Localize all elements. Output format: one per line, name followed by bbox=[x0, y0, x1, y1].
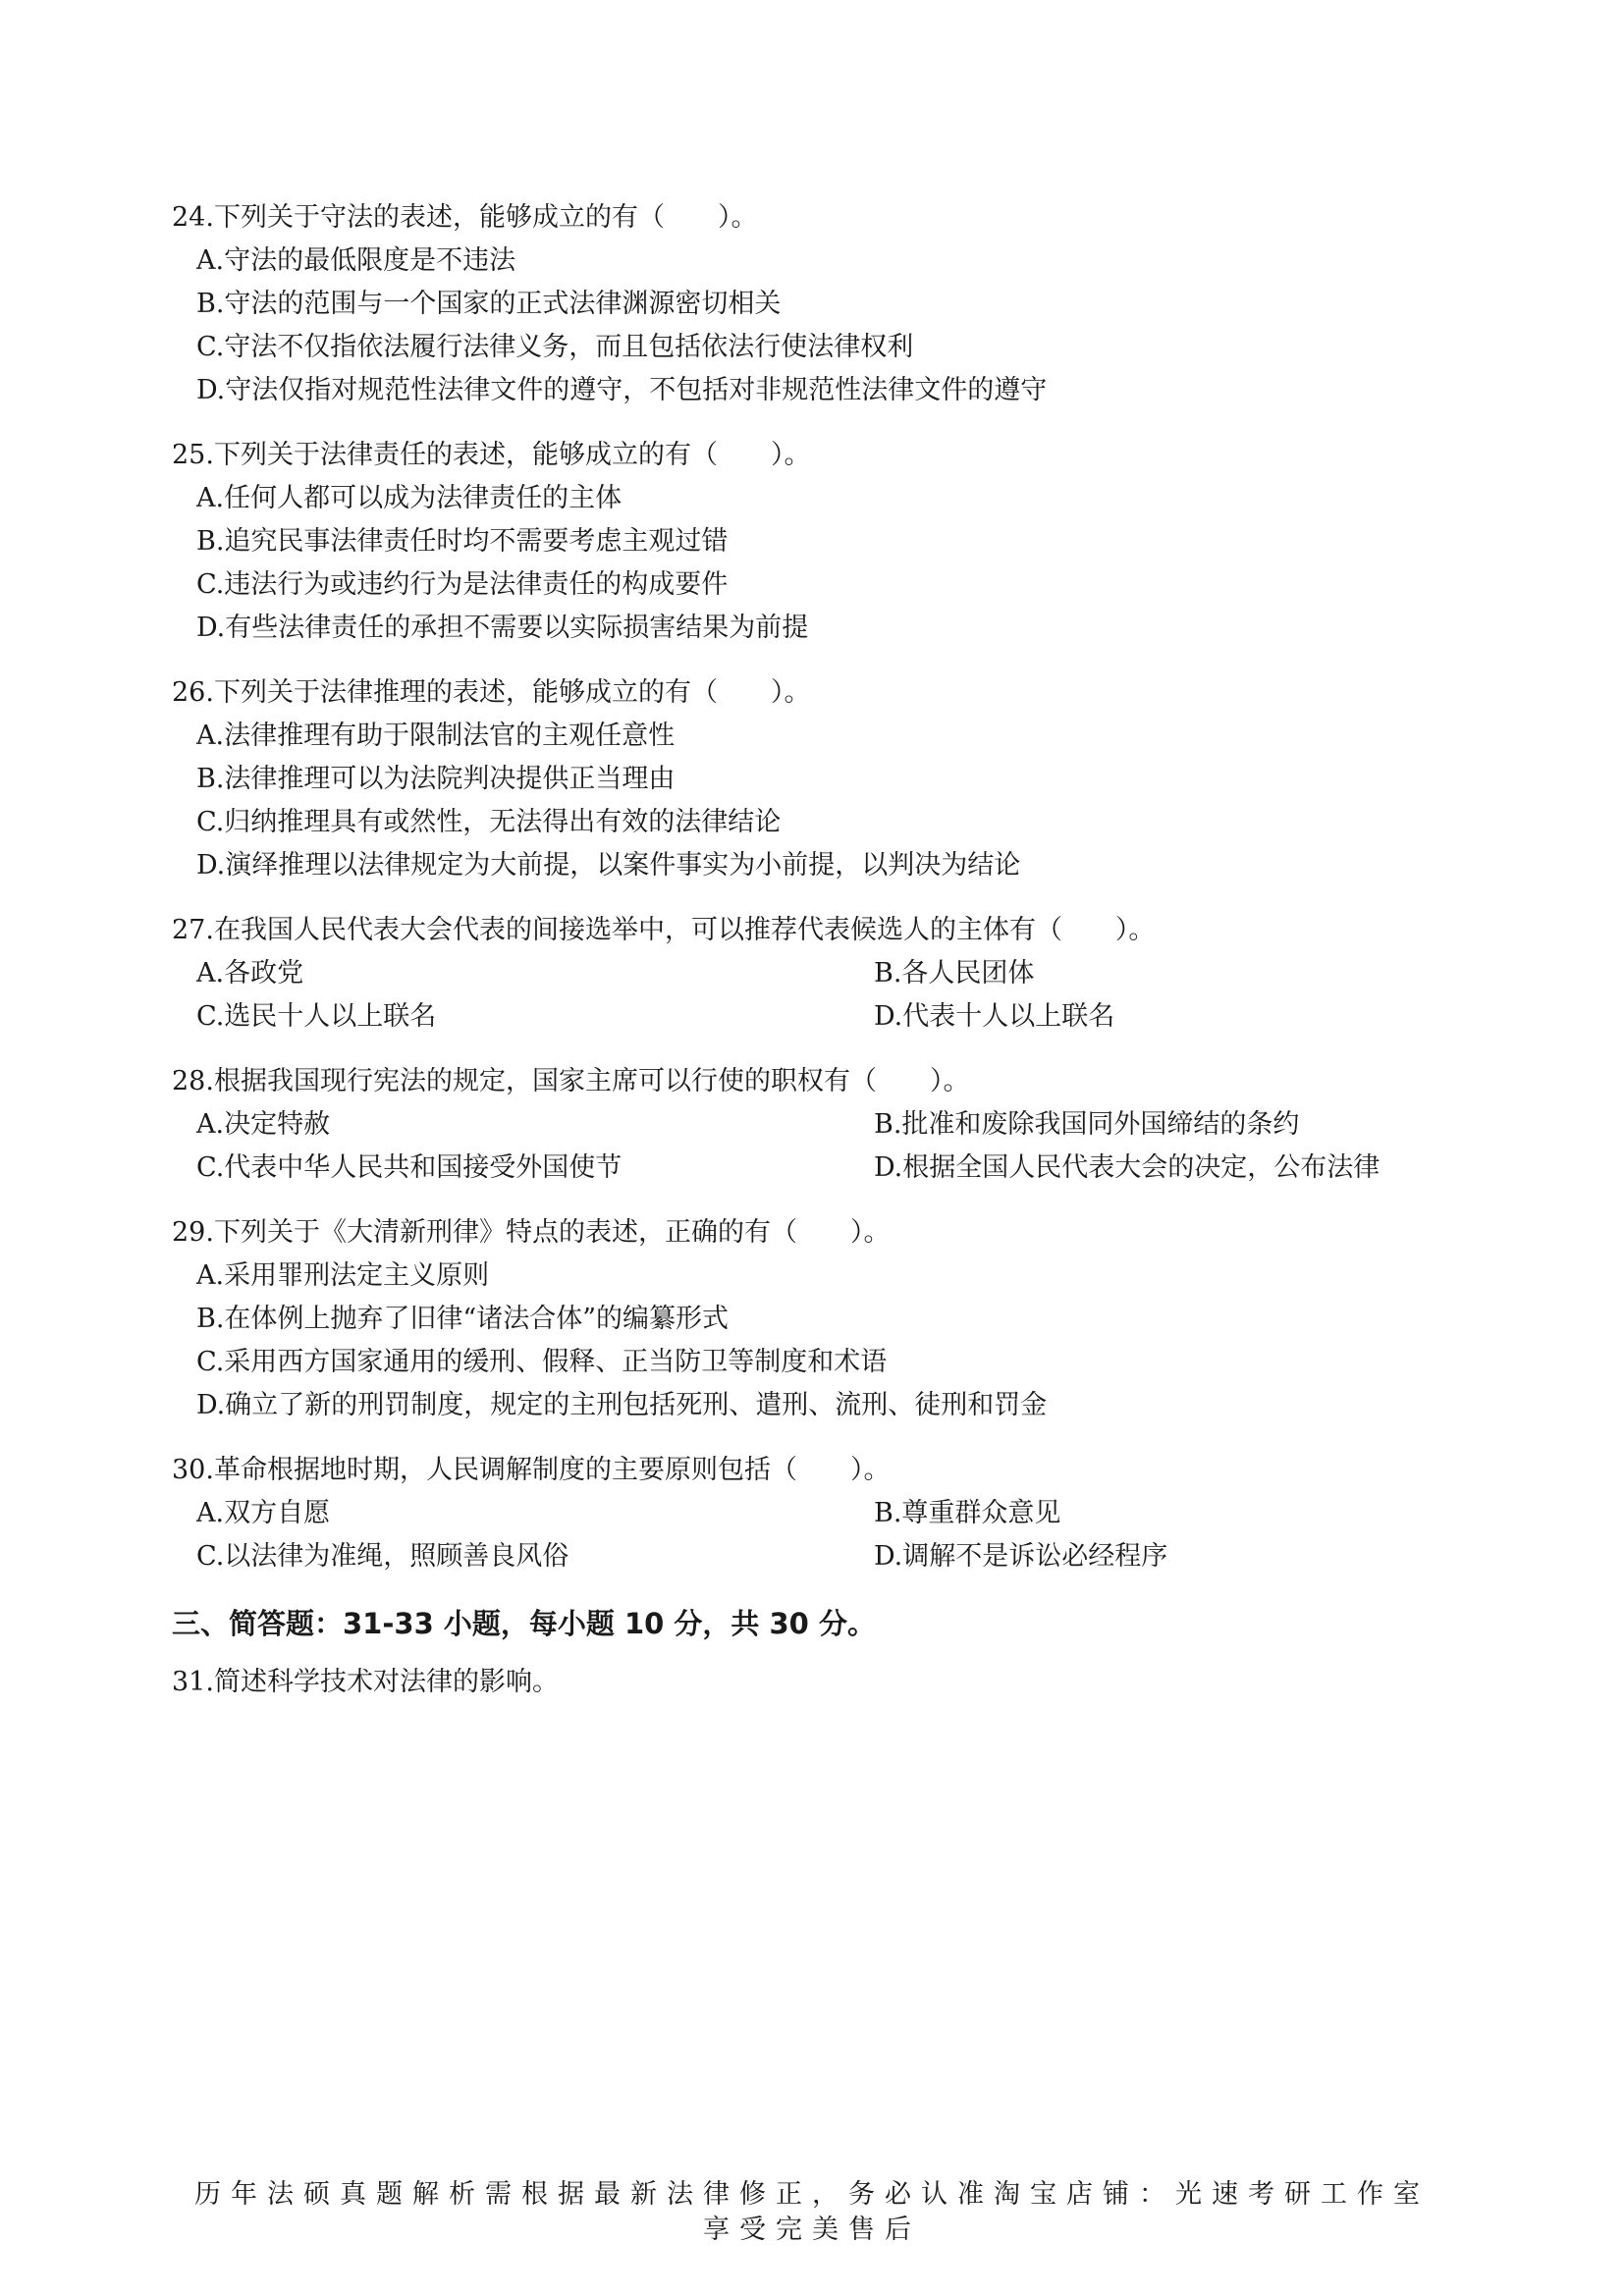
option-a: A.各政党 bbox=[196, 958, 304, 988]
option-grid bbox=[172, 1103, 1448, 1190]
option-a: A.采用罪刑法定主义原则 bbox=[196, 1260, 490, 1291]
question-stem: 24.下列关于守法的表述，能够成立的有（ ）。 bbox=[172, 202, 758, 233]
question-stem: 29.下列关于《大清新刑律》特点的表述，正确的有（ ）。 bbox=[172, 1217, 891, 1248]
option-list bbox=[172, 240, 1448, 412]
option-grid bbox=[172, 952, 1448, 1039]
question-29 bbox=[172, 1211, 1448, 1427]
option-list bbox=[172, 715, 1448, 887]
question-stem: 27.在我国人民代表大会代表的间接选举中，可以推荐代表候选人的主体有（ ）。 bbox=[172, 915, 1156, 945]
option-c: C.守法不仅指依法履行法律义务，而且包括依法行使法律权利 bbox=[196, 332, 914, 362]
option-d: D.调解不是诉讼必经程序 bbox=[874, 1541, 1168, 1572]
option-c: C.违法行为或违约行为是法律责任的构成要件 bbox=[196, 569, 729, 600]
option-c: C.采用西方国家通用的缓刑、假释、正当防卫等制度和术语 bbox=[196, 1347, 888, 1377]
option-c: C.代表中华人民共和国接受外国使节 bbox=[196, 1152, 623, 1183]
option-a: A.守法的最低限度是不违法 bbox=[196, 245, 516, 276]
option-grid bbox=[172, 1492, 1448, 1578]
page-footer bbox=[0, 2177, 1624, 2248]
option-d: D.演绎推理以法律规定为大前提，以案件事实为小前提，以判决为结论 bbox=[196, 850, 1021, 881]
question-24 bbox=[172, 196, 1448, 412]
option-b: B.各人民团体 bbox=[874, 958, 1035, 988]
question-stem: 30.革命根据地时期，人民调解制度的主要原则包括（ ）。 bbox=[172, 1455, 891, 1485]
option-a: A.双方自愿 bbox=[196, 1498, 331, 1528]
option-d: D.守法仅指对规范性法律文件的遵守，不包括对非规范性法律文件的遵守 bbox=[196, 375, 1048, 405]
option-list bbox=[172, 1255, 1448, 1427]
question-28 bbox=[172, 1060, 1448, 1190]
option-c: C.选民十人以上联名 bbox=[196, 1001, 437, 1032]
option-b: B.法律推理可以为法院判决提供正当理由 bbox=[196, 764, 676, 794]
option-c: C.以法律为准绳，照顾善良风俗 bbox=[196, 1541, 569, 1572]
option-a: A.任何人都可以成为法律责任的主体 bbox=[196, 483, 623, 513]
option-d: D.确立了新的刑罚制度，规定的主刑包括死刑、遣刑、流刑、徒刑和罚金 bbox=[196, 1390, 1048, 1420]
question-27 bbox=[172, 909, 1448, 1039]
question-30 bbox=[172, 1449, 1448, 1578]
section-heading: 三、简答题：31-33 小题，每小题 10 分，共 30 分。 bbox=[172, 1607, 876, 1640]
option-a: A.法律推理有助于限制法官的主观任意性 bbox=[196, 721, 676, 751]
question-31-stem: 31.简述科学技术对法律的影响。 bbox=[172, 1667, 559, 1697]
option-b: B.批准和废除我国同外国缔结的条约 bbox=[874, 1109, 1300, 1140]
footer-subnotice: 享受完美售后 bbox=[703, 2215, 921, 2245]
question-stem: 26.下列关于法律推理的表述，能够成立的有（ ）。 bbox=[172, 677, 811, 708]
footer-notice: 历年法硕真题解析需根据最新法律修正，务必认准淘宝店铺：光速考研工作室 bbox=[194, 2179, 1430, 2210]
option-d: D.根据全国人民代表大会的决定，公布法律 bbox=[874, 1152, 1380, 1183]
option-c: C.归纳推理具有或然性，无法得出有效的法律结论 bbox=[196, 807, 782, 837]
option-b: B.守法的范围与一个国家的正式法律渊源密切相关 bbox=[196, 289, 782, 319]
option-list bbox=[172, 477, 1448, 650]
option-b: B.在体例上抛弃了旧律“诸法合体”的编纂形式 bbox=[196, 1304, 730, 1334]
question-25 bbox=[172, 434, 1448, 650]
question-stem: 25.下列关于法律责任的表述，能够成立的有（ ）。 bbox=[172, 440, 811, 470]
option-d: D.代表十人以上联名 bbox=[874, 1001, 1115, 1032]
exam-page bbox=[172, 196, 1448, 1704]
option-d: D.有些法律责任的承担不需要以实际损害结果为前提 bbox=[196, 613, 809, 643]
question-26 bbox=[172, 671, 1448, 887]
question-stem: 28.根据我国现行宪法的规定，国家主席可以行使的职权有（ ）。 bbox=[172, 1066, 970, 1096]
option-b: B.追究民事法律责任时均不需要考虑主观过错 bbox=[196, 526, 729, 557]
option-a: A.决定特赦 bbox=[196, 1109, 331, 1140]
option-b: B.尊重群众意见 bbox=[874, 1498, 1061, 1528]
